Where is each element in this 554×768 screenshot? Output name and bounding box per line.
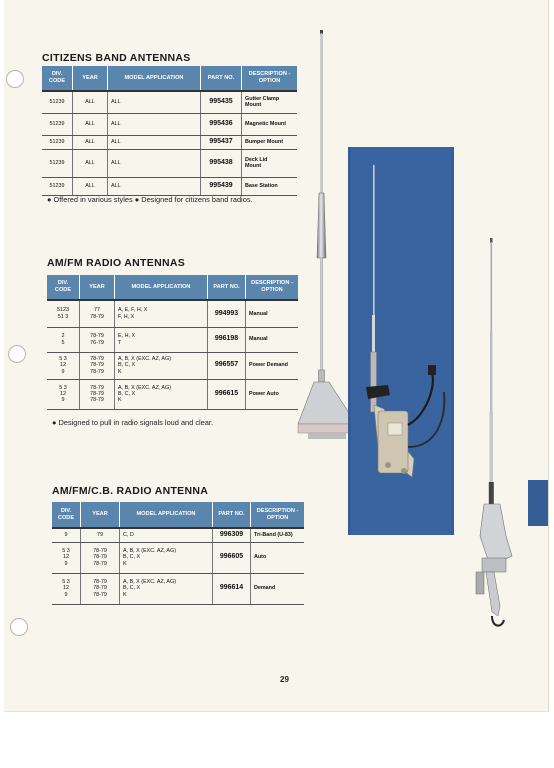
col-div-code: DIV. CODE [47,275,80,300]
div-code-cell: 5 3 12 9 [52,573,81,604]
table-row [42,113,297,135]
year-cell: 78-79 78-79 78-79 [80,352,115,379]
model-application-cell: ALL [108,149,201,177]
year-cell: ALL [73,113,108,135]
table-row [52,542,304,573]
table-row [47,300,298,327]
col-model-application: MODEL APPLICATION [108,66,201,91]
cb-antenna-table [42,66,297,196]
catalog-page [4,0,549,712]
year-cell: 78-79 76-79 [80,327,115,352]
div-code-cell: 5 3 12 9 [47,379,80,409]
part-number-cell: 996198 [208,327,246,352]
year-cell: ALL [73,91,108,113]
table-row [42,177,297,195]
table-row [52,573,304,604]
binder-hole-bottom [10,618,28,636]
model-application-cell: A, B, X (EXC. AZ, AG) B, C, X K [120,573,213,604]
cb-table-body [42,91,297,195]
year-cell: ALL [73,177,108,195]
amfm-antenna-table [47,275,298,410]
section-title-amfm: AM/FM RADIO ANTENNAS [47,257,186,269]
div-code-cell: 51239 [42,149,73,177]
description-cell: Bumper Mount [242,135,298,149]
power-antenna-photo [348,147,454,535]
part-number-cell: 994993 [208,300,246,327]
col-year: YEAR [80,275,115,300]
part-number-cell: 995437 [201,135,242,149]
part-number-cell: 995436 [201,113,242,135]
model-application-cell: E, H, X T [115,327,208,352]
col-year: YEAR [73,66,108,91]
year-cell: ALL [73,149,108,177]
part-number-cell: 995435 [201,91,242,113]
cb-note: ● Offered in various styles ● Designed for citizens band radios. [47,195,253,204]
col-description: DESCRIPTION - OPTION [242,66,298,91]
amfm-table-body [47,300,298,409]
col-div-code: DIV. CODE [52,502,81,528]
table-row [47,352,298,379]
col-year: YEAR [81,502,120,528]
div-code-cell: 51239 [42,135,73,149]
amfm-note: ● Designed to pull in radio signals loud and clear. [52,418,213,427]
col-description: DESCRIPTION - OPTION [251,502,305,528]
part-number-cell: 995439 [201,177,242,195]
model-application-cell: A, B, X (EXC. AZ, AG) B, C, X K [120,542,213,573]
part-number-cell: 996309 [213,528,251,542]
part-number-cell: 995438 [201,149,242,177]
model-application-cell: C, D [120,528,213,542]
table-row [42,135,297,149]
description-cell: Power Auto [246,379,299,409]
description-cell: Manual [246,300,299,327]
year-cell: 77 78-79 [80,300,115,327]
div-code-cell: 5 3 12 9 [47,352,80,379]
page-number: 29 [280,675,289,684]
col-div-code: DIV. CODE [42,66,73,91]
part-number-cell: 996614 [213,573,251,604]
amfm-cb-table-body [52,528,304,604]
amfm-cb-antenna-table [52,502,304,605]
col-part-no: PART NO. [201,66,242,91]
year-cell: 78-79 78-79 78-79 [81,542,120,573]
col-description: DESCRIPTION - OPTION [246,275,299,300]
div-code-cell: 5123 51 3 [47,300,80,327]
section-index-tab [528,480,548,526]
table-row [42,91,297,113]
part-number-cell: 996605 [213,542,251,573]
binder-hole-top [6,70,24,88]
model-application-cell: A, B, X (EXC. AZ, AG) B, C, X K [115,379,208,409]
table-row [47,379,298,409]
div-code-cell: 2 5 [47,327,80,352]
model-application-cell: ALL [108,91,201,113]
year-cell: 78-79 78-79 78-79 [81,573,120,604]
section-title-amfm-cb: AM/FM/C.B. RADIO ANTENNA [52,485,209,497]
description-cell: Auto [251,542,305,573]
model-application-cell: A, B, X (EXC. AZ, AG) B, C, X K [115,352,208,379]
col-part-no: PART NO. [213,502,251,528]
description-cell: Power Demand [246,352,299,379]
model-application-cell: A, E, F, H, X F, H, X [115,300,208,327]
table-row [52,528,304,542]
part-number-cell: 996557 [208,352,246,379]
model-application-cell: ALL [108,177,201,195]
col-part-no: PART NO. [208,275,246,300]
section-title-cb: CITIZENS BAND ANTENNAS [42,52,191,64]
tri-band-antenna-photo [470,236,520,632]
model-application-cell: ALL [108,113,201,135]
col-model-application: MODEL APPLICATION [120,502,213,528]
col-model-application: MODEL APPLICATION [115,275,208,300]
description-cell: Deck Lid Mount [242,149,298,177]
year-cell: 79 [81,528,120,542]
year-cell: ALL [73,135,108,149]
div-code-cell: 51239 [42,113,73,135]
description-cell: Tri-Band (U-83) [251,528,305,542]
model-application-cell: ALL [108,135,201,149]
description-cell: Magnetic Mount [242,113,298,135]
year-cell: 78-79 78-79 78-79 [80,379,115,409]
table-row [47,327,298,352]
binder-hole-middle [8,345,26,363]
description-cell: Gutter Clamp Mount [242,91,298,113]
description-cell: Demand [251,573,305,604]
div-code-cell: 51239 [42,91,73,113]
table-row [42,149,297,177]
part-number-cell: 996615 [208,379,246,409]
description-cell: Manual [246,327,299,352]
div-code-cell: 9 [52,528,81,542]
div-code-cell: 51239 [42,177,73,195]
description-cell: Base Station [242,177,298,195]
div-code-cell: 5 3 12 9 [52,542,81,573]
